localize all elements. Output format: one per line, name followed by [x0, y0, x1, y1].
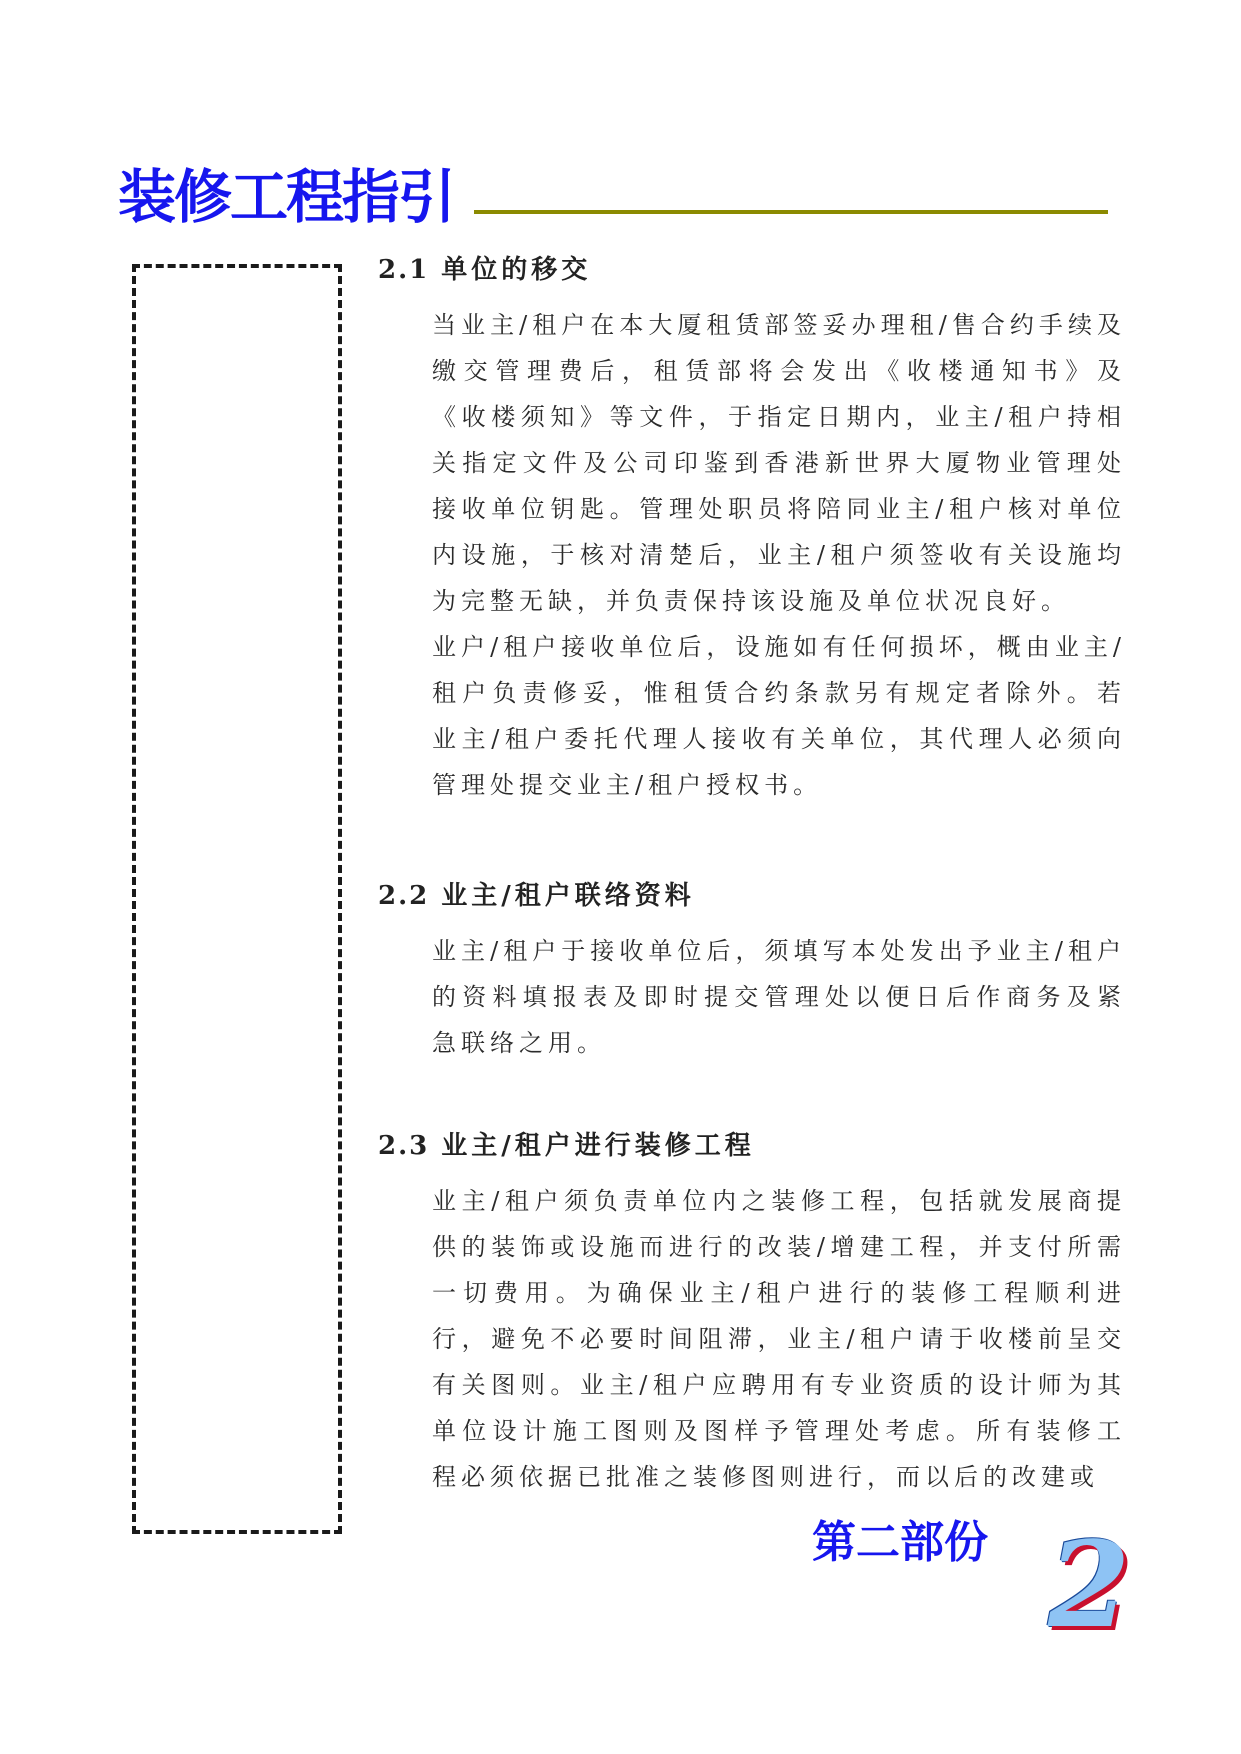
section-title: 业主/租户进行装修工程: [441, 1131, 755, 1161]
document-title: 装修工程指引: [118, 163, 455, 231]
section-number: 2.3: [378, 1131, 430, 1161]
title-underline: [474, 210, 1108, 214]
section-paragraph: 当业主/租户在本大厦租赁部签妥办理租/售合约手续及缴交管理费后，租赁部将会发出《收楼通知书》及《收楼须知》等文件，于指定日期内，业主/租户持相关指定文件及公司印鉴到香港新世界大厦物业管理处接收单位钥匙。管理处职员将陪同业主/租户核对单位内设施，于核对清楚后，业主/租户须签收有关设施均为完整无缺，并负责保持该设施及单位状况良好。: [432, 311, 1126, 615]
section-paragraph: 业户/租户接收单位后，设施如有任何损坏，概由业主/租户负责修妥，惟租赁合约条款另有规定者除外。若业主/租户委托代理人接收有关单位，其代理人必须向管理处提交业主/租户授权书。: [432, 633, 1126, 799]
section-title: 业主/租户联络资料: [441, 881, 695, 911]
page-number: 2: [1048, 1515, 1131, 1654]
section-2-3: [378, 1128, 1138, 1500]
part-label: 第二部份: [812, 1517, 988, 1568]
section-number: 2.1: [378, 255, 430, 285]
section-paragraph: 业主/租户须负责单位内之装修工程，包括就发展商提供的装饰或设施而进行的改装/增建工程，并支付所需一切费用。为确保业主/租户进行的装修工程顺利进行，避免不必要时间阻滞，业主/租户请于收楼前呈交有关图则。业主/租户应聘用有专业资质的设计师为其单位设计施工图则及图样予管理处考虑。所有装修工程必须依据已批准之装修图则进行，而以后的改建或: [432, 1187, 1126, 1491]
section-2-1: [378, 252, 1138, 808]
section-heading: [378, 252, 1138, 288]
section-heading: [378, 878, 1138, 914]
section-paragraph: 业主/租户于接收单位后，须填写本处发出予业主/租户的资料填报表及即时提交管理处以便日后作商务及紧急联络之用。: [432, 937, 1126, 1057]
section-title: 单位的移交: [441, 255, 592, 285]
section-number: 2.2: [378, 881, 430, 911]
sidebar-dashed-frame: [132, 264, 342, 1534]
section-heading: [378, 1128, 1138, 1164]
section-2-2: [378, 878, 1138, 1066]
